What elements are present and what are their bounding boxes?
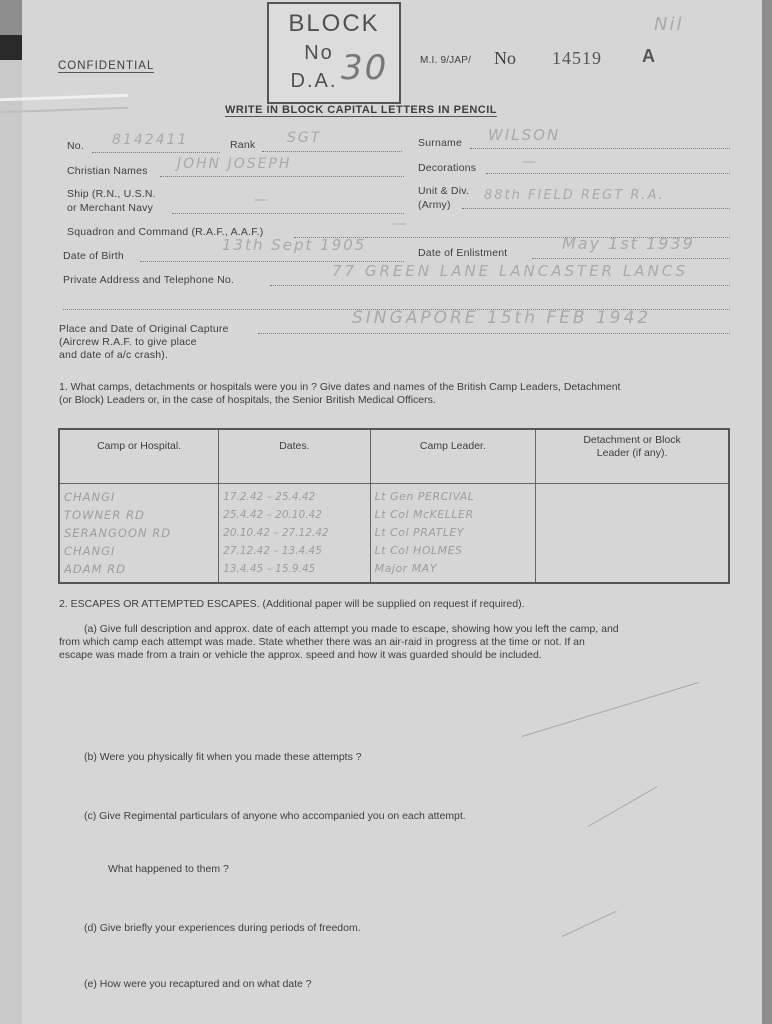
col-header-dates: Dates. <box>219 429 371 484</box>
ship-value: — <box>254 192 270 208</box>
enlistment-value: May 1st 1939 <box>562 234 695 253</box>
col-header-detachment <box>536 429 729 484</box>
decorations-value: — <box>522 154 538 170</box>
question-2b: (b) Were you physically fit when you made these attempts ? <box>84 751 362 763</box>
pen-stroke <box>522 682 699 737</box>
capture-label-1: Place and Date of Original Capture <box>59 323 229 335</box>
capture-label-2: (Aircrew R.A.F. to give place <box>59 336 197 348</box>
ship-label-1: Ship (R.N., U.S.N. <box>67 188 156 200</box>
serial-suffix: A <box>642 46 655 66</box>
christian-names-label: Christian Names <box>67 165 148 177</box>
stamp-line-3: D.A. <box>290 70 338 92</box>
rank-field-value: SGT <box>287 130 322 146</box>
unit-label-1: Unit & Div. <box>418 185 470 197</box>
camp-dates: 20.10.42 – 27.12.42 <box>223 527 329 539</box>
ship-line <box>172 213 404 214</box>
question-2a-line-1: (a) Give full description and approx. date of each attempt you made to escape, showing how you left the camp, and <box>84 623 619 635</box>
surname-field-label: Surname <box>418 137 463 149</box>
unit-value: 88th FIELD REGT R.A. <box>484 188 665 203</box>
page-edge <box>0 35 22 1024</box>
squadron-value: — <box>392 216 408 232</box>
decorations-label: Decorations <box>418 162 477 174</box>
dates-cell <box>219 484 371 584</box>
leader-cell <box>370 484 536 584</box>
form-page <box>22 0 762 1024</box>
camp-leader: Lt Col McKELLER <box>374 508 474 521</box>
rank-field-line <box>262 151 402 152</box>
detachment-cell <box>536 484 729 584</box>
camp-leader: Lt Gen PERCIVAL <box>374 490 475 503</box>
question-1-line-1: 1. What camps, detachments or hospitals were you in ? Give dates and names of the British Camp Leaders, Detachment <box>59 381 621 393</box>
ship-label-2: or Merchant Navy <box>67 202 154 214</box>
capture-value: SINGAPORE 15th FEB 1942 <box>352 308 652 328</box>
enlistment-label: Date of Enlistment <box>418 247 508 259</box>
camps-table-header <box>59 429 729 484</box>
instruction-heading: WRITE IN BLOCK CAPITAL LETTERS IN PENCIL <box>225 104 497 116</box>
camp-dates: 17.2.42 – 25.4.42 <box>223 491 316 503</box>
question-1-line-2: (or Block) Leaders or, in the case of hospitals, the Senior British Medical Officers. <box>59 394 436 406</box>
address-value: 77 GREEN LANE LANCASTER LANCS <box>332 262 688 280</box>
rank-field-label: Rank <box>230 139 256 151</box>
camp-name: ADAM RD <box>64 562 127 576</box>
table-row <box>59 484 729 584</box>
camp-name: CHANGI <box>64 490 116 504</box>
serial-number: 14519 <box>552 48 602 68</box>
surname-field-line <box>470 148 730 149</box>
dob-label: Date of Birth <box>63 250 124 262</box>
question-2e: (e) How were you recaptured and on what date ? <box>84 978 312 990</box>
question-2c-followup: What happened to them ? <box>108 863 229 875</box>
pen-stroke <box>588 786 658 827</box>
question-2c: (c) Give Regimental particulars of anyone who accompanied you on each attempt. <box>84 810 466 822</box>
stamp-line-2: No <box>304 42 334 64</box>
enlistment-line <box>532 258 730 259</box>
camp-leader: Major MAY <box>374 562 437 575</box>
camp-dates: 27.12.42 – 13.4.45 <box>223 545 322 557</box>
pen-stroke <box>562 911 617 937</box>
no-label: No <box>494 48 516 68</box>
dob-value: 13th Sept 1905 <box>222 236 367 254</box>
nil-handwriting: Nil <box>654 14 684 35</box>
camp-cell <box>59 484 219 584</box>
page-edge-dark <box>0 35 22 60</box>
col-header-detachment-1: Detachment or Block <box>583 434 681 446</box>
col-header-leader: Camp Leader. <box>370 429 536 484</box>
unit-label-2: (Army) <box>418 199 451 211</box>
camp-name: SERANGOON RD <box>64 526 172 540</box>
squadron-label: Squadron and Command (R.A.F., A.A.F.) <box>67 226 264 238</box>
ref-label: M.I. 9/JAP/ <box>420 55 472 66</box>
capture-line <box>258 333 730 334</box>
unit-line <box>462 208 730 209</box>
christian-names-line <box>160 176 404 177</box>
camp-name: TOWNER RD <box>64 508 145 522</box>
camp-dates: 13.4.45 – 15.9.45 <box>223 563 316 575</box>
block-stamp <box>267 2 401 104</box>
col-header-detachment-2: Leader (if any). <box>596 447 668 459</box>
capture-label-3: and date of a/c crash). <box>59 349 169 361</box>
address-line <box>270 285 730 286</box>
surname-field-value: WILSON <box>488 126 561 144</box>
decorations-line <box>486 173 730 174</box>
no-field-label: No. <box>67 140 84 152</box>
confidential-label: CONFIDENTIAL <box>58 60 155 72</box>
camp-dates: 25.4.42 – 20.10.42 <box>223 509 322 521</box>
stamp-line-1: BLOCK <box>288 10 380 37</box>
address-label: Private Address and Telephone No. <box>63 274 235 286</box>
question-2a-line-2: from which camp each attempt was made. State whether there was an air-raid in progress at the time or not. If an <box>59 636 585 648</box>
no-field-value: 8142411 <box>112 132 189 148</box>
col-header-camp: Camp or Hospital. <box>59 429 219 484</box>
question-2a-line-3: escape was made from a train or vehicle the approx. speed and how it was guarded should be included. <box>59 649 542 661</box>
camp-name: CHANGI <box>64 544 116 558</box>
question-2d: (d) Give briefly your experiences during periods of freedom. <box>84 922 361 934</box>
no-field-line <box>92 152 220 153</box>
camps-table <box>58 428 730 584</box>
question-2-title: 2. ESCAPES OR ATTEMPTED ESCAPES. (Additional paper will be supplied on request if required). <box>59 598 525 610</box>
christian-names-value: JOHN JOSEPH <box>177 156 292 172</box>
camp-leader: Lt Col PRATLEY <box>374 526 465 539</box>
camp-leader: Lt Col HOLMES <box>374 544 463 557</box>
stamp-handwriting: 30 <box>341 48 389 88</box>
